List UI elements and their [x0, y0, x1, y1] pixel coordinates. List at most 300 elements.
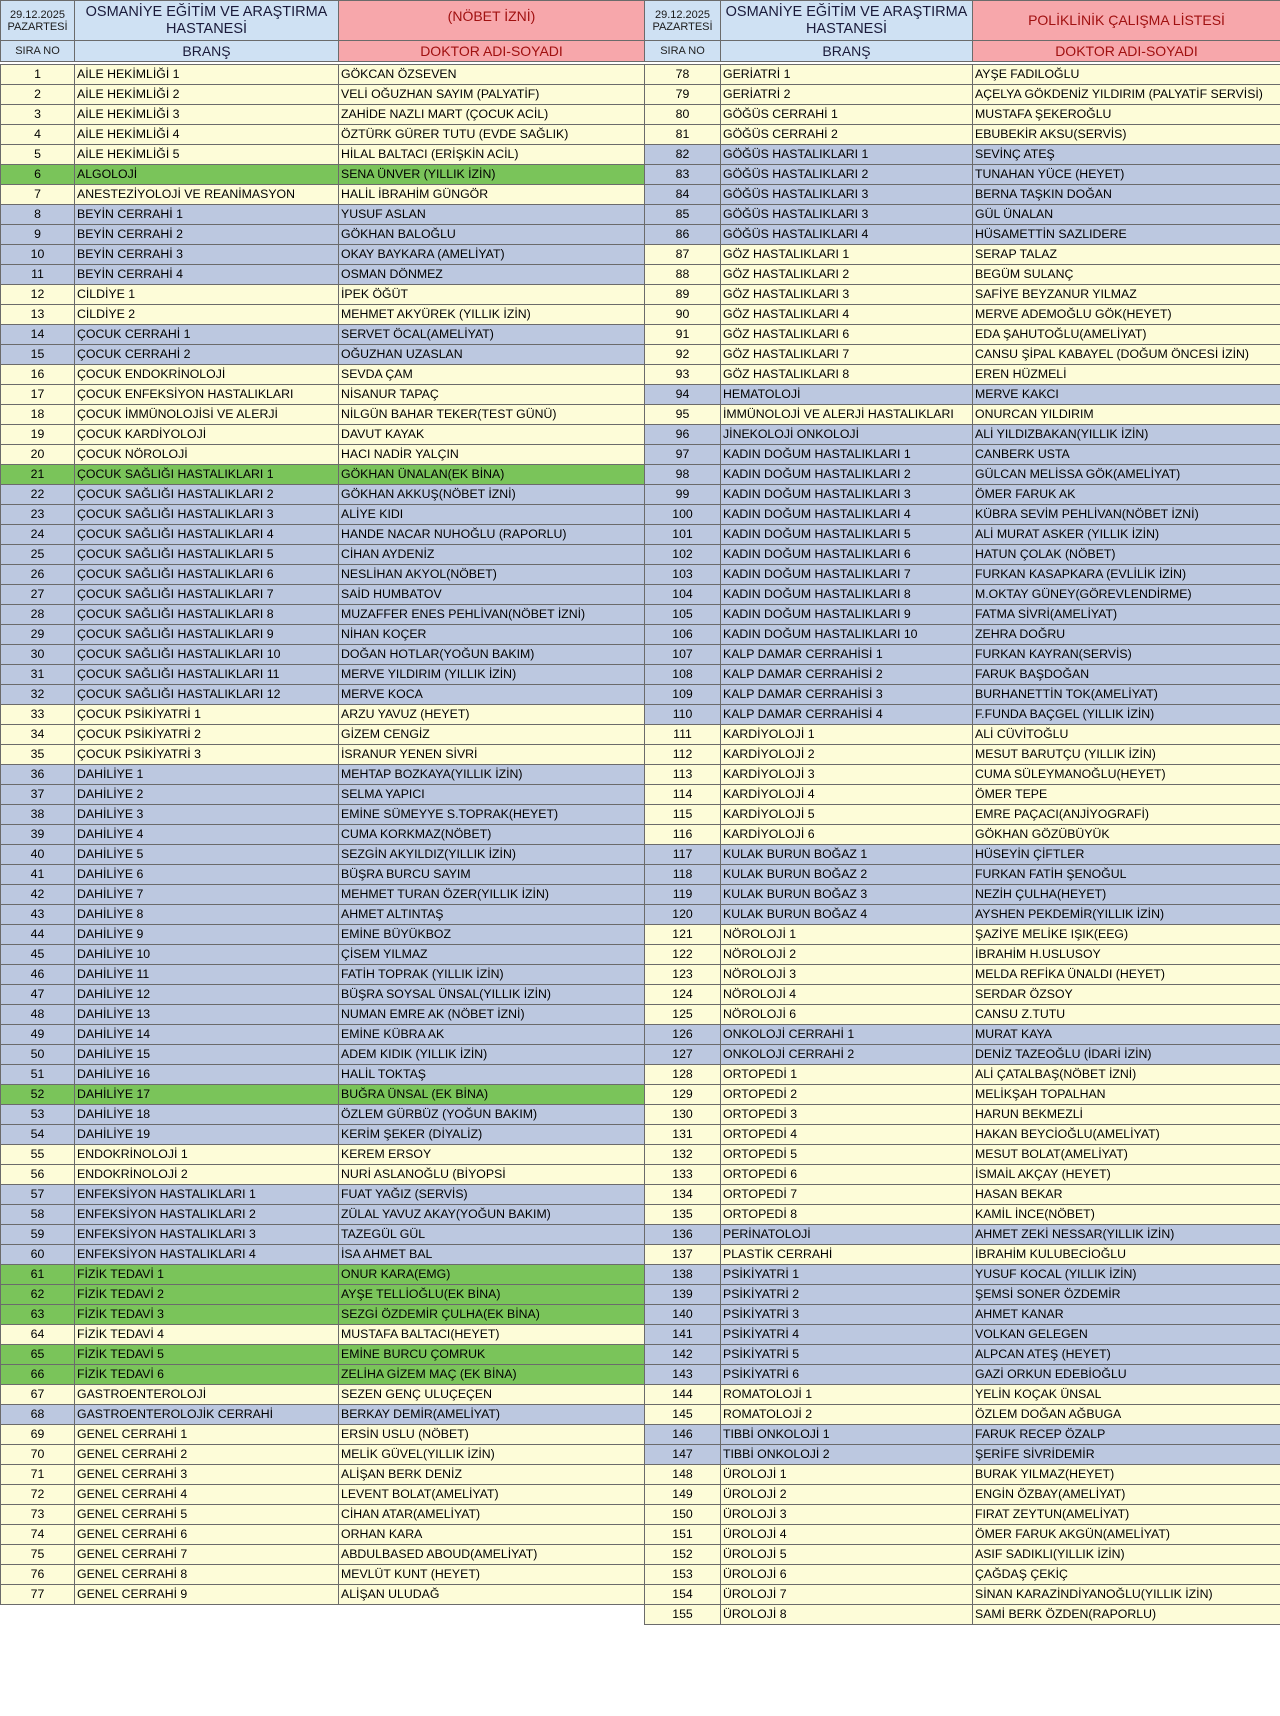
doktor-cell: NİLGÜN BAHAR TEKER(TEST GÜNÜ) [339, 405, 645, 425]
sira-no-cell: 59 [1, 1225, 75, 1245]
brans-cell: KADIN DOĞUM HASTALIKLARI 1 [721, 445, 973, 465]
brans-cell: ÇOCUK CERRAHİ 2 [75, 345, 339, 365]
doktor-cell: ALİ YILDIZBAKAN(YILLIK İZİN) [973, 425, 1280, 445]
brans-cell: DAHİLİYE 9 [75, 925, 339, 945]
sira-no-cell: 152 [645, 1545, 721, 1565]
table-row [1, 125, 645, 145]
doktor-cell: SERVET ÖCAL(AMELİYAT) [339, 325, 645, 345]
table-row [645, 1205, 1280, 1225]
brans-cell: DAHİLİYE 11 [75, 965, 339, 985]
sira-no-cell: 84 [645, 185, 721, 205]
doktor-cell: AYŞE FADILOĞLU [973, 65, 1280, 85]
brans-cell: FİZİK TEDAVİ 3 [75, 1305, 339, 1325]
sira-no-cell: 39 [1, 825, 75, 845]
sira-no-cell: 10 [1, 245, 75, 265]
sira-no-cell: 83 [645, 165, 721, 185]
table-row [645, 945, 1280, 965]
doktor-cell: BERNA TAŞKIN DOĞAN [973, 185, 1280, 205]
table-row [1, 1025, 645, 1045]
brans-cell: NÖROLOJİ 6 [721, 1005, 973, 1025]
table-row [645, 605, 1280, 625]
brans-cell: KADIN DOĞUM HASTALIKLARI 3 [721, 485, 973, 505]
sira-no-cell: 85 [645, 205, 721, 225]
table-row [1, 665, 645, 685]
brans-cell: DAHİLİYE 3 [75, 805, 339, 825]
brans-cell: NÖROLOJİ 2 [721, 945, 973, 965]
sira-no-cell: 122 [645, 945, 721, 965]
brans-cell: ÜROLOJİ 7 [721, 1585, 973, 1605]
sira-no-cell: 43 [1, 905, 75, 925]
brans-cell: DAHİLİYE 17 [75, 1085, 339, 1105]
table-row [1, 1225, 645, 1245]
sira-no-cell: 34 [1, 725, 75, 745]
table-row [645, 85, 1280, 105]
table-row [1, 965, 645, 985]
table-row [645, 705, 1280, 725]
brans-cell: ÇOCUK SAĞLIĞI HASTALIKLARI 1 [75, 465, 339, 485]
brans-cell: KADIN DOĞUM HASTALIKLARI 9 [721, 605, 973, 625]
table-row [1, 565, 645, 585]
brans-cell: BEYİN CERRAHİ 2 [75, 225, 339, 245]
doktor-cell: ERSİN USLU (NÖBET) [339, 1425, 645, 1445]
doktor-cell: ŞAZİYE MELİKE IŞIK(EEG) [973, 925, 1280, 945]
brans-cell: TIBBİ ONKOLOJİ 1 [721, 1425, 973, 1445]
doktor-cell: MESUT BARUTÇU (YILLIK İZİN) [973, 745, 1280, 765]
doktor-cell: FATİH TOPRAK (YILLIK İZİN) [339, 965, 645, 985]
table-row [1, 1565, 645, 1585]
table-row [1, 1425, 645, 1445]
sira-no-cell: 98 [645, 465, 721, 485]
table-row [645, 1065, 1280, 1085]
brans-cell: KULAK BURUN BOĞAZ 1 [721, 845, 973, 865]
sira-no-cell: 114 [645, 785, 721, 805]
table-row [1, 145, 645, 165]
doktor-cell: NİSANUR TAPAÇ [339, 385, 645, 405]
sira-no-cell: 47 [1, 985, 75, 1005]
table-row [1, 685, 645, 705]
sira-no-cell: 55 [1, 1145, 75, 1165]
table-row [1, 445, 645, 465]
table-row [645, 1005, 1280, 1025]
doktor-cell: YUSUF KOCAL (YILLIK İZİN) [973, 1265, 1280, 1285]
sira-no-cell: 37 [1, 785, 75, 805]
table-row [1, 845, 645, 865]
doktor-cell: OKAY BAYKARA (AMELİYAT) [339, 245, 645, 265]
doktor-cell: FUAT YAĞIZ (SERVİS) [339, 1185, 645, 1205]
sira-no-cell: 109 [645, 685, 721, 705]
brans-cell: TIBBİ ONKOLOJİ 2 [721, 1445, 973, 1465]
doktor-cell: VOLKAN GELEGEN [973, 1325, 1280, 1345]
table-row [1, 1525, 645, 1545]
brans-cell: BEYİN CERRAHİ 4 [75, 265, 339, 285]
doktor-cell: ZAHİDE NAZLI MART (ÇOCUK ACİL) [339, 105, 645, 125]
brans-cell: BEYİN CERRAHİ 1 [75, 205, 339, 225]
doktor-cell: ENGİN ÖZBAY(AMELİYAT) [973, 1485, 1280, 1505]
doktor-cell: M.OKTAY GÜNEY(GÖREVLENDİRME) [973, 585, 1280, 605]
table-row [645, 1525, 1280, 1545]
sira-no-cell: 94 [645, 385, 721, 405]
table-row [645, 225, 1280, 245]
doktor-cell: ZEHRA DOĞRU [973, 625, 1280, 645]
brans-cell: ENFEKSİYON HASTALIKLARI 3 [75, 1225, 339, 1245]
table-row [645, 725, 1280, 745]
sira-no-cell: 120 [645, 905, 721, 925]
doktor-cell: SAFİYE BEYZANUR YILMAZ [973, 285, 1280, 305]
doktor-cell: FARUK BAŞDOĞAN [973, 665, 1280, 685]
brans-cell: FİZİK TEDAVİ 6 [75, 1365, 339, 1385]
sira-no-cell: 155 [645, 1605, 721, 1625]
sira-no-cell: 116 [645, 825, 721, 845]
table-row [1, 305, 645, 325]
table-row [1, 885, 645, 905]
sira-no-cell: 102 [645, 545, 721, 565]
table-row [1, 1045, 645, 1065]
table-row [645, 525, 1280, 545]
doktor-cell: HASAN BEKAR [973, 1185, 1280, 1205]
doktor-cell: BÜŞRA BURCU SAYIM [339, 865, 645, 885]
table-row [1, 585, 645, 605]
doktor-cell: SEVDA ÇAM [339, 365, 645, 385]
brans-cell: ORTOPEDİ 4 [721, 1125, 973, 1145]
doktor-cell: CİHAN AYDENİZ [339, 545, 645, 565]
sira-no-cell: 101 [645, 525, 721, 545]
sira-no-cell: 95 [645, 405, 721, 425]
brans-cell: PERİNATOLOJİ [721, 1225, 973, 1245]
doktor-cell: AYSHEN PEKDEMİR(YILLIK İZİN) [973, 905, 1280, 925]
doktor-cell: CİHAN ATAR(AMELİYAT) [339, 1505, 645, 1525]
brans-cell: KARDİYOLOJİ 6 [721, 825, 973, 845]
sira-no-cell: 54 [1, 1125, 75, 1145]
brans-cell: ÇOCUK SAĞLIĞI HASTALIKLARI 11 [75, 665, 339, 685]
doktor-cell: GÜL ÜNALAN [973, 205, 1280, 225]
brans-cell: AİLE HEKİMLİĞİ 1 [75, 65, 339, 85]
sira-no-cell: 121 [645, 925, 721, 945]
brans-cell: KADIN DOĞUM HASTALIKLARI 4 [721, 505, 973, 525]
doktor-cell: EREN HÜZMELİ [973, 365, 1280, 385]
table-row [1, 985, 645, 1005]
brans-cell: GÖĞÜS HASTALIKLARI 2 [721, 165, 973, 185]
doktor-cell: MEHMET AKYÜREK (YILLIK İZİN) [339, 305, 645, 325]
sira-no-cell: 12 [1, 285, 75, 305]
doktor-cell: ÖZLEM DOĞAN AĞBUGA [973, 1405, 1280, 1425]
sira-no-cell: 68 [1, 1405, 75, 1425]
doktor-cell: FURKAN KASAPKARA (EVLİLİK İZİN) [973, 565, 1280, 585]
sira-no-cell: 89 [645, 285, 721, 305]
sira-no-cell: 14 [1, 325, 75, 345]
brans-cell: DAHİLİYE 2 [75, 785, 339, 805]
doktor-cell: AYŞE TELLİOĞLU(EK BİNA) [339, 1285, 645, 1305]
brans-cell: ÇOCUK SAĞLIĞI HASTALIKLARI 12 [75, 685, 339, 705]
sira-no-cell: 62 [1, 1285, 75, 1305]
sira-no-cell: 78 [645, 65, 721, 85]
table-row [1, 865, 645, 885]
sira-no-cell: 41 [1, 865, 75, 885]
sira-no-cell: 141 [645, 1325, 721, 1345]
doktor-cell: HAKAN BEYCİOĞLU(AMELİYAT) [973, 1125, 1280, 1145]
brans-cell: ORTOPEDİ 5 [721, 1145, 973, 1165]
doktor-cell: ÖMER TEPE [973, 785, 1280, 805]
day-text: PAZARTESİ [652, 20, 713, 33]
table-row [645, 1125, 1280, 1145]
sira-no-cell: 57 [1, 1185, 75, 1205]
table-row [1, 1265, 645, 1285]
sira-no-cell: 71 [1, 1465, 75, 1485]
sira-no-cell: 53 [1, 1105, 75, 1125]
doktor-cell: GAZİ ORKUN EDEBİOĞLU [973, 1365, 1280, 1385]
doktor-cell: FURKAN KAYRAN(SERVİS) [973, 645, 1280, 665]
table-row [1, 545, 645, 565]
doktor-cell: EMRE PAÇACI(ANJİYOGRAFİ) [973, 805, 1280, 825]
table-row [645, 585, 1280, 605]
sira-no-cell: 108 [645, 665, 721, 685]
sira-no-cell: 128 [645, 1065, 721, 1085]
doktor-cell: MELDA REFİKA ÜNALDI (HEYET) [973, 965, 1280, 985]
doktor-cell: VELİ OĞUZHAN SAYIM (PALYATİF) [339, 85, 645, 105]
sira-no-cell: 142 [645, 1345, 721, 1365]
table-row [645, 1565, 1280, 1585]
table-row [645, 925, 1280, 945]
brans-cell: ÇOCUK SAĞLIĞI HASTALIKLARI 4 [75, 525, 339, 545]
doktor-cell: SEZEN GENÇ ULUÇEÇEN [339, 1385, 645, 1405]
table-row [1, 1065, 645, 1085]
brans-cell: ÇOCUK SAĞLIĞI HASTALIKLARI 5 [75, 545, 339, 565]
brans-cell: CİLDİYE 1 [75, 285, 339, 305]
sira-no-cell: 99 [645, 485, 721, 505]
doktor-cell: NESLİHAN AKYOL(NÖBET) [339, 565, 645, 585]
sira-no-cell: 18 [1, 405, 75, 425]
doktor-cell: ZELİHA GİZEM MAÇ (EK BİNA) [339, 1365, 645, 1385]
sira-no-cell: 63 [1, 1305, 75, 1325]
table-row [1, 485, 645, 505]
doktor-cell: NURİ ASLANOĞLU (BİYOPSİ [339, 1165, 645, 1185]
table-row [645, 345, 1280, 365]
brans-cell: ÇOCUK ENFEKSİYON HASTALIKLARI [75, 385, 339, 405]
brans-cell: AİLE HEKİMLİĞİ 2 [75, 85, 339, 105]
doktor-header: DOKTOR ADI-SOYADI [973, 41, 1280, 62]
sira-no-cell: 134 [645, 1185, 721, 1205]
sira-no-cell: 67 [1, 1385, 75, 1405]
table-row [1, 1385, 645, 1405]
table-row [645, 625, 1280, 645]
brans-cell: GENEL CERRAHİ 7 [75, 1545, 339, 1565]
brans-cell: ÜROLOJİ 1 [721, 1465, 973, 1485]
table-row [645, 1425, 1280, 1445]
sira-no-cell: 138 [645, 1265, 721, 1285]
table-row [645, 125, 1280, 145]
doktor-cell: NUMAN EMRE AK (NÖBET İZNİ) [339, 1005, 645, 1025]
doktor-cell: AHMET KANAR [973, 1305, 1280, 1325]
doktor-cell: HALİL İBRAHİM GÜNGÖR [339, 185, 645, 205]
sira-no-cell: 124 [645, 985, 721, 1005]
brans-cell: GÖZ HASTALIKLARI 7 [721, 345, 973, 365]
doktor-cell: HACI NADİR YALÇIN [339, 445, 645, 465]
brans-cell: ÇOCUK SAĞLIĞI HASTALIKLARI 3 [75, 505, 339, 525]
brans-cell: ÇOCUK PSİKİYATRİ 2 [75, 725, 339, 745]
sira-no-cell: 24 [1, 525, 75, 545]
table-row [645, 685, 1280, 705]
brans-cell: DAHİLİYE 4 [75, 825, 339, 845]
sira-no-cell: 15 [1, 345, 75, 365]
brans-cell: GASTROENTEROLOJİ [75, 1385, 339, 1405]
doktor-cell: ŞEMSİ SONER ÖZDEMİR [973, 1285, 1280, 1305]
brans-cell: ÇOCUK PSİKİYATRİ 1 [75, 705, 339, 725]
table-row [645, 1345, 1280, 1365]
doktor-cell: SERDAR ÖZSOY [973, 985, 1280, 1005]
doktor-cell: MURAT KAYA [973, 1025, 1280, 1045]
table-row [1, 465, 645, 485]
sira-no-cell: 8 [1, 205, 75, 225]
table-row [645, 825, 1280, 845]
doktor-cell: ÖZLEM GÜRBÜZ (YOĞUN BAKIM) [339, 1105, 645, 1125]
doktor-cell: MERVE KOCA [339, 685, 645, 705]
doktor-cell: ALİYE KIDI [339, 505, 645, 525]
doktor-cell: ADEM KIDIK (YILLIK İZİN) [339, 1045, 645, 1065]
table-row [645, 1365, 1280, 1385]
sira-no-cell: 88 [645, 265, 721, 285]
hospital-name: OSMANİYE EĞİTİM VE ARAŞTIRMA HASTANESİ [75, 1, 339, 41]
brans-cell: DAHİLİYE 19 [75, 1125, 339, 1145]
brans-cell: PLASTİK CERRAHİ [721, 1245, 973, 1265]
sira-no-cell: 129 [645, 1085, 721, 1105]
doktor-cell: ŞERİFE SİVRİDEMİR [973, 1445, 1280, 1465]
sira-no-cell: 111 [645, 725, 721, 745]
doktor-cell: DOĞAN HOTLAR(YOĞUN BAKIM) [339, 645, 645, 665]
doktor-cell: MEVLÜT KUNT (HEYET) [339, 1565, 645, 1585]
sira-no-cell: 16 [1, 365, 75, 385]
doktor-cell: CANSU ŞİPAL KABAYEL (DOĞUM ÖNCESİ İZİN) [973, 345, 1280, 365]
doktor-cell: HANDE NACAR NUHOĞLU (RAPORLU) [339, 525, 645, 545]
doktor-cell: SENA ÜNVER (YILLIK İZİN) [339, 165, 645, 185]
sira-no-cell: 20 [1, 445, 75, 465]
table-row [1, 1105, 645, 1125]
brans-cell: AİLE HEKİMLİĞİ 5 [75, 145, 339, 165]
table-row [645, 1305, 1280, 1325]
sira-no-cell: 146 [645, 1425, 721, 1445]
table-row [1, 1445, 645, 1465]
table-row [645, 865, 1280, 885]
doktor-cell: MELİK GÜVEL(YILLIK İZİN) [339, 1445, 645, 1465]
doktor-cell: MELİKŞAH TOPALHAN [973, 1085, 1280, 1105]
brans-cell: NÖROLOJİ 3 [721, 965, 973, 985]
sira-no-cell: 154 [645, 1585, 721, 1605]
sira-no-cell: 113 [645, 765, 721, 785]
sira-no-cell: 151 [645, 1525, 721, 1545]
sira-no-cell: 49 [1, 1025, 75, 1045]
brans-cell: KARDİYOLOJİ 5 [721, 805, 973, 825]
brans-cell: ÇOCUK ENDOKRİNOLOJİ [75, 365, 339, 385]
brans-cell: KALP DAMAR CERRAHİSİ 3 [721, 685, 973, 705]
sira-no-cell: 33 [1, 705, 75, 725]
brans-cell: BEYİN CERRAHİ 3 [75, 245, 339, 265]
brans-cell: DAHİLİYE 5 [75, 845, 339, 865]
sira-no-cell: 127 [645, 1045, 721, 1065]
brans-cell: ÇOCUK NÖROLOJİ [75, 445, 339, 465]
sira-no-cell: 75 [1, 1545, 75, 1565]
doktor-cell: İSMAİL AKÇAY (HEYET) [973, 1165, 1280, 1185]
brans-cell: ÇOCUK SAĞLIĞI HASTALIKLARI 9 [75, 625, 339, 645]
brans-cell: KARDİYOLOJİ 1 [721, 725, 973, 745]
sira-no-cell: 6 [1, 165, 75, 185]
table-row [645, 145, 1280, 165]
doktor-cell: EMİNE KÜBRA AK [339, 1025, 645, 1045]
brans-cell: DAHİLİYE 13 [75, 1005, 339, 1025]
table-row [1, 65, 645, 85]
table-row [1, 1545, 645, 1565]
brans-cell: GÖĞÜS HASTALIKLARI 1 [721, 145, 973, 165]
table-row [645, 245, 1280, 265]
brans-cell: ÇOCUK SAĞLIĞI HASTALIKLARI 8 [75, 605, 339, 625]
table-row [645, 845, 1280, 865]
table-row [645, 1165, 1280, 1185]
doktor-cell: İSA AHMET BAL [339, 1245, 645, 1265]
doktor-cell: ASIF SADIKLI(YILLIK İZİN) [973, 1545, 1280, 1565]
sira-no-cell: 135 [645, 1205, 721, 1225]
doktor-cell: EMİNE BURCU ÇOMRUK [339, 1345, 645, 1365]
table-row [645, 365, 1280, 385]
doktor-cell: ONUR KARA(EMG) [339, 1265, 645, 1285]
table-row [645, 265, 1280, 285]
table-row [1, 645, 645, 665]
sira-no-cell: 100 [645, 505, 721, 525]
brans-cell: GENEL CERRAHİ 1 [75, 1425, 339, 1445]
brans-cell: ÇOCUK CERRAHİ 1 [75, 325, 339, 345]
doktor-cell: AHMET ZEKİ NESSAR(YILLIK İZİN) [973, 1225, 1280, 1245]
brans-cell: GÖĞÜS HASTALIKLARI 3 [721, 205, 973, 225]
doktor-cell: ZÜLAL YAVUZ AKAY(YOĞUN BAKIM) [339, 1205, 645, 1225]
brans-cell: ÜROLOJİ 3 [721, 1505, 973, 1525]
brans-cell: GENEL CERRAHİ 4 [75, 1485, 339, 1505]
doktor-cell: YUSUF ASLAN [339, 205, 645, 225]
brans-cell: KARDİYOLOJİ 3 [721, 765, 973, 785]
table-row [645, 545, 1280, 565]
doktor-cell: DAVUT KAYAK [339, 425, 645, 445]
brans-cell: ORTOPEDİ 7 [721, 1185, 973, 1205]
sira-no-cell: 145 [645, 1405, 721, 1425]
brans-cell: ENDOKRİNOLOJİ 2 [75, 1165, 339, 1185]
brans-cell: KADIN DOĞUM HASTALIKLARI 8 [721, 585, 973, 605]
doktor-cell: ÇİSEM YILMAZ [339, 945, 645, 965]
table-row [645, 1605, 1280, 1625]
brans-cell: KADIN DOĞUM HASTALIKLARI 7 [721, 565, 973, 585]
sira-no-cell: 22 [1, 485, 75, 505]
table-row [645, 485, 1280, 505]
sira-no-cell: 32 [1, 685, 75, 705]
sira-no-cell: 144 [645, 1385, 721, 1405]
doktor-cell: NEZİH ÇULHA(HEYET) [973, 885, 1280, 905]
doktor-cell: BEGÜM SULANÇ [973, 265, 1280, 285]
sira-no-cell: 105 [645, 605, 721, 625]
doktor-cell: YELİN KOÇAK ÜNSAL [973, 1385, 1280, 1405]
table-row [1, 1165, 645, 1185]
sira-no-cell: 77 [1, 1585, 75, 1605]
brans-cell: DAHİLİYE 15 [75, 1045, 339, 1065]
brans-cell: ÜROLOJİ 6 [721, 1565, 973, 1585]
table-row [1, 325, 645, 345]
doktor-cell: SEZGİN AKYILDIZ(YILLIK İZİN) [339, 845, 645, 865]
sira-no-cell: 69 [1, 1425, 75, 1445]
sira-no-cell: 26 [1, 565, 75, 585]
table-row [645, 565, 1280, 585]
doktor-cell: OSMAN DÖNMEZ [339, 265, 645, 285]
brans-cell: GÖĞÜS CERRAHİ 1 [721, 105, 973, 125]
table-row [1, 285, 645, 305]
brans-cell: ÇOCUK İMMÜNOLOJİSİ VE ALERJİ [75, 405, 339, 425]
sira-no-cell: 13 [1, 305, 75, 325]
table-row [1, 185, 645, 205]
brans-cell: KALP DAMAR CERRAHİSİ 2 [721, 665, 973, 685]
table-row [1, 765, 645, 785]
table-row [1, 245, 645, 265]
